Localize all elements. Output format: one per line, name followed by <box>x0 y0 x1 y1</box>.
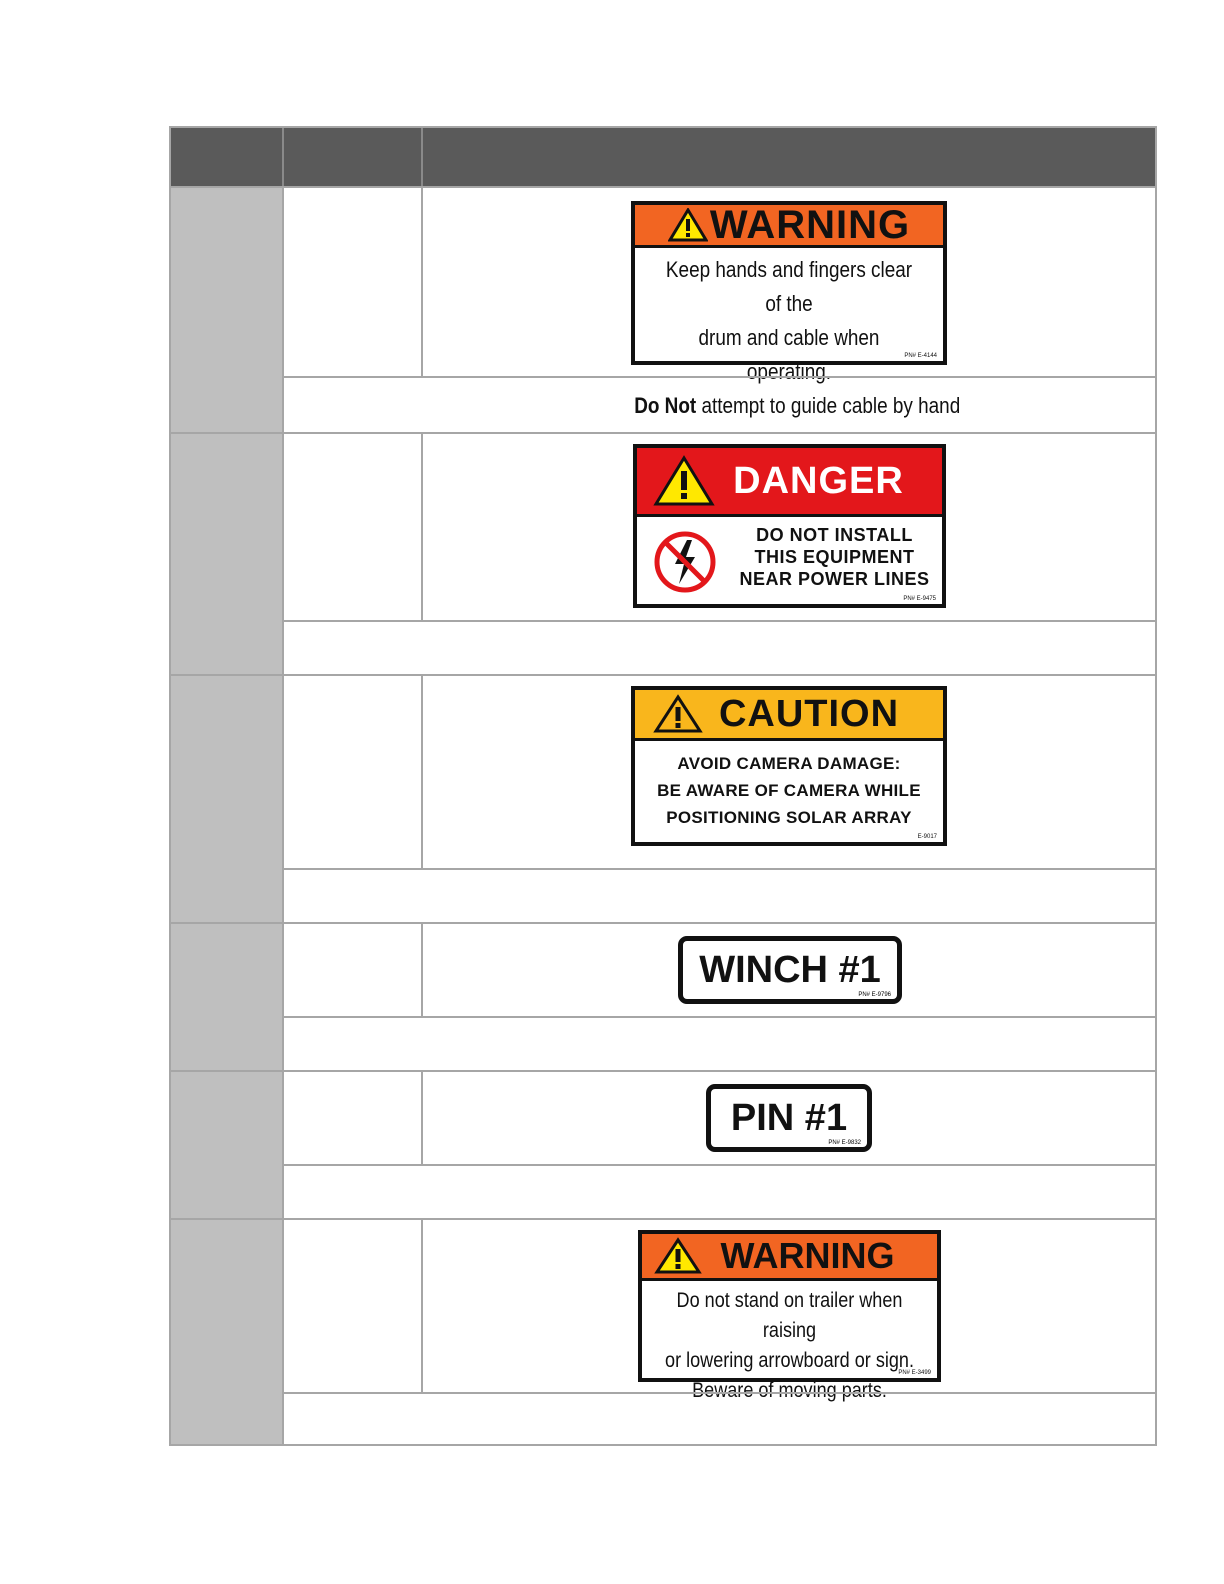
caution-triangle-icon <box>653 694 703 734</box>
decal-cell <box>423 1220 1155 1402</box>
winch-label-decal <box>678 936 902 1004</box>
decal-line: or lowering arrowboard or sign. <box>665 1349 914 1372</box>
decal-heading: CAUTION <box>718 692 900 735</box>
table-row-group <box>171 1070 1155 1218</box>
warning-triangle-icon <box>668 208 708 242</box>
table-row-group <box>171 186 1155 432</box>
decal-table <box>169 126 1157 1446</box>
notes-cell <box>284 1164 1155 1218</box>
danger-decal <box>633 444 946 608</box>
pin-label-decal <box>706 1084 872 1152</box>
decal-heading: WARNING <box>720 1235 895 1276</box>
description-cell <box>284 1220 423 1394</box>
decal-body <box>727 524 942 590</box>
description-cell <box>284 676 423 870</box>
decal-heading: PIN #1 <box>730 1096 848 1139</box>
decal-body <box>635 750 943 831</box>
warning-decal <box>631 201 961 418</box>
caution-decal <box>631 686 947 846</box>
table-row-group <box>171 432 1155 674</box>
table-header-row <box>171 128 1155 186</box>
decal-line: AVOID CAMERA DAMAGE: <box>677 754 901 773</box>
decal-cell <box>423 188 1155 418</box>
decal-header-band <box>642 1234 937 1281</box>
decal-line: Keep hands and fingers clear of the <box>665 257 913 316</box>
header-divider <box>282 128 284 186</box>
part-number: PN# E-9796 <box>858 992 891 998</box>
notes-cell <box>284 868 1155 922</box>
part-number: PN# E-9475 <box>903 596 936 602</box>
decal-cell <box>423 1072 1155 1166</box>
row-index-cell <box>171 924 284 1070</box>
decal-header-band <box>635 202 943 248</box>
warning-triangle-icon <box>654 1237 702 1275</box>
part-number: PN# E-3499 <box>898 1370 931 1376</box>
notes-cell <box>284 620 1155 674</box>
no-electricity-icon <box>653 530 717 594</box>
row-index-cell <box>171 1072 284 1218</box>
decal-body <box>663 1286 917 1406</box>
decal-line: POSITIONING SOLAR ARRAY <box>666 808 912 827</box>
notes-cell <box>284 1016 1155 1070</box>
decal-line-rest: attempt to guide cable by hand <box>696 393 961 418</box>
warning-decal <box>638 1230 941 1402</box>
decal-line: NEAR POWER LINES <box>739 569 930 589</box>
decal-line: DO NOT INSTALL <box>756 525 913 545</box>
part-number: PN# E-4144 <box>904 353 937 359</box>
warning-triangle-icon <box>653 455 715 507</box>
table-row-group <box>171 674 1155 922</box>
decal-line: BE AWARE OF CAMERA WHILE <box>657 781 921 800</box>
description-cell <box>284 924 423 1018</box>
table-row-group <box>171 922 1155 1070</box>
part-number: PN# E-9832 <box>828 1140 861 1146</box>
notes-cell <box>284 1392 1155 1444</box>
row-index-cell <box>171 188 284 432</box>
row-index-cell <box>171 1220 284 1444</box>
decal-line: Do not stand on trailer when raising <box>676 1289 903 1342</box>
decal-heading: WINCH #1 <box>699 948 881 991</box>
notes-cell <box>284 376 1155 432</box>
decal-cell <box>423 924 1155 1018</box>
header-divider <box>421 128 423 186</box>
decal-heading: WARNING <box>709 202 911 247</box>
row-index-cell <box>171 676 284 922</box>
description-cell <box>284 434 423 622</box>
decal-emphasis: Do Not <box>634 393 697 418</box>
description-cell <box>284 188 423 378</box>
part-number: E-9017 <box>917 834 937 840</box>
row-index-cell <box>171 434 284 674</box>
decal-line: drum and cable when operating. <box>698 325 880 384</box>
decal-line: Beware of moving parts. <box>692 1379 887 1402</box>
decal-cell <box>423 434 1155 622</box>
decal-header-band <box>637 448 942 517</box>
decal-cell <box>423 676 1155 870</box>
decal-heading: DANGER <box>733 459 904 502</box>
decal-header-band <box>635 690 943 741</box>
description-cell <box>284 1072 423 1166</box>
decal-line: THIS EQUIPMENT <box>754 547 915 567</box>
table-row-group <box>171 1218 1155 1444</box>
